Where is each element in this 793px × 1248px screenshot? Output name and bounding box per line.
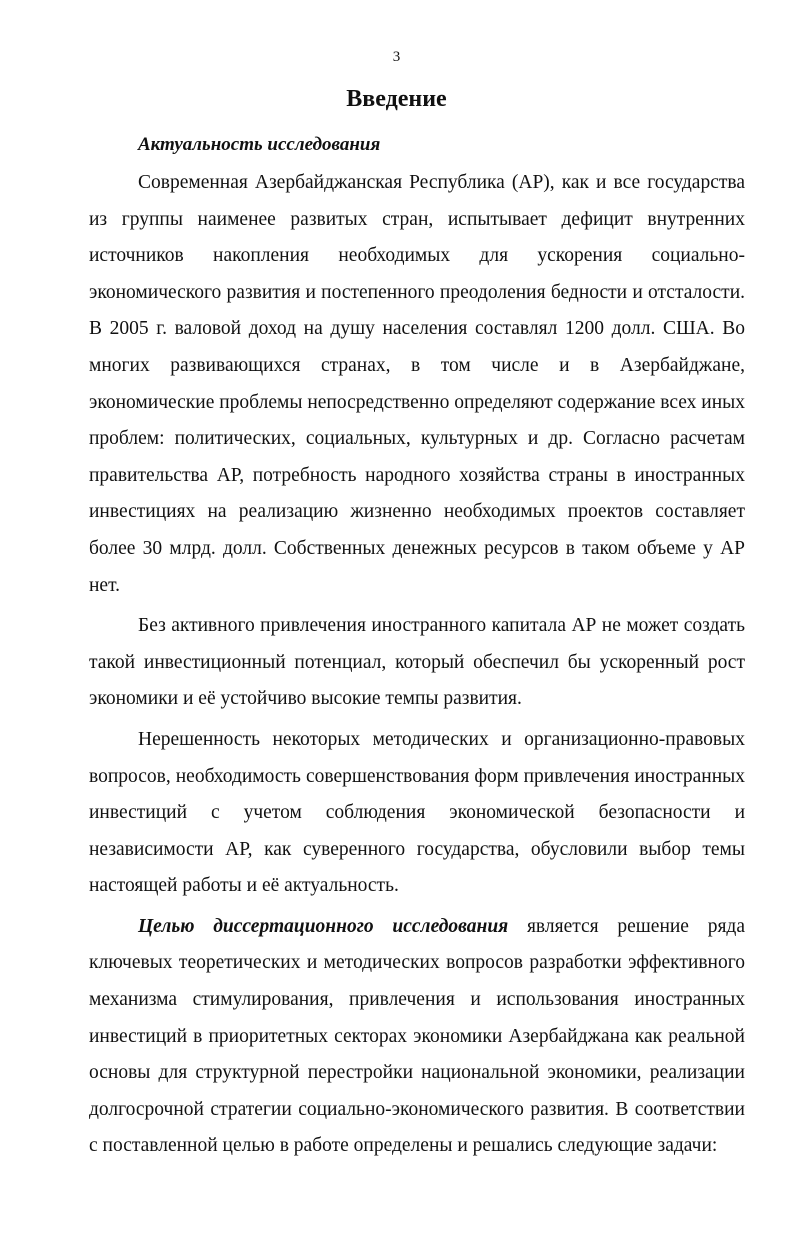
research-goal-lead: Целью диссертационного исследования [138,915,509,937]
paragraph-foreign-capital: Без активного привлечения иностранного капитала АР не может создать такой инвестиционный потенциал, который обеспечил бы ускоренный рост экономики и её устойчиво высокие темпы развития. [89,615,745,710]
page-title: Введение [346,86,447,112]
page-number: 3 [392,49,401,65]
paragraph-relevance: Современная Азербайджанская Республика (АР), как и все государства из группы наименее развитых стран, испытывает дефицит внутренних источников накопления необходимых для ускорения социально-экономического развития и постепенного преодоления бедности и отсталости. В 2005 г. валовой доход на душу населения составлял 1200 долл. США. Во многих развивающихся странах, в том числе и в Азербайджане, экономические проблемы непосредственно определяют содержание всех иных проблем: политических, социальных, культурных и др. Согласно расчетам правительства АР, потребность народного хозяйства страны в иностранных инвестициях на реализацию жизненно необходимых проектов составляет более 30 млрд. долл. Собственных денежных ресурсов в таком объеме у АР нет. [89,172,745,596]
research-goal-text: является решение ряда ключевых теоретических и методических вопросов разработки эффективного механизма стимулирования, привлечения и использования иностранных инвестиций в приоритетных секторах экономики Азербайджана как реальной основы для структурной перестройки национальной экономики, реализации долгосрочной стратегии социально-экономического развития. В соответствии с поставленной целью в работе определены и решались следующие задачи: [89,915,746,1157]
paragraph-research-goal [89,909,745,1165]
body-text [89,165,745,1165]
paragraph-unresolved-issues: Нерешенность некоторых методических и организационно-правовых вопросов, необходимость совершенствования форм привлечения иностранных инвестиций с учетом соблюдения экономической безопасности и независимости АР, как суверенного государства, обусловили выбор темы настоящей работы и её актуальность. [89,728,745,897]
section-heading: Актуальность исследования [138,134,381,155]
